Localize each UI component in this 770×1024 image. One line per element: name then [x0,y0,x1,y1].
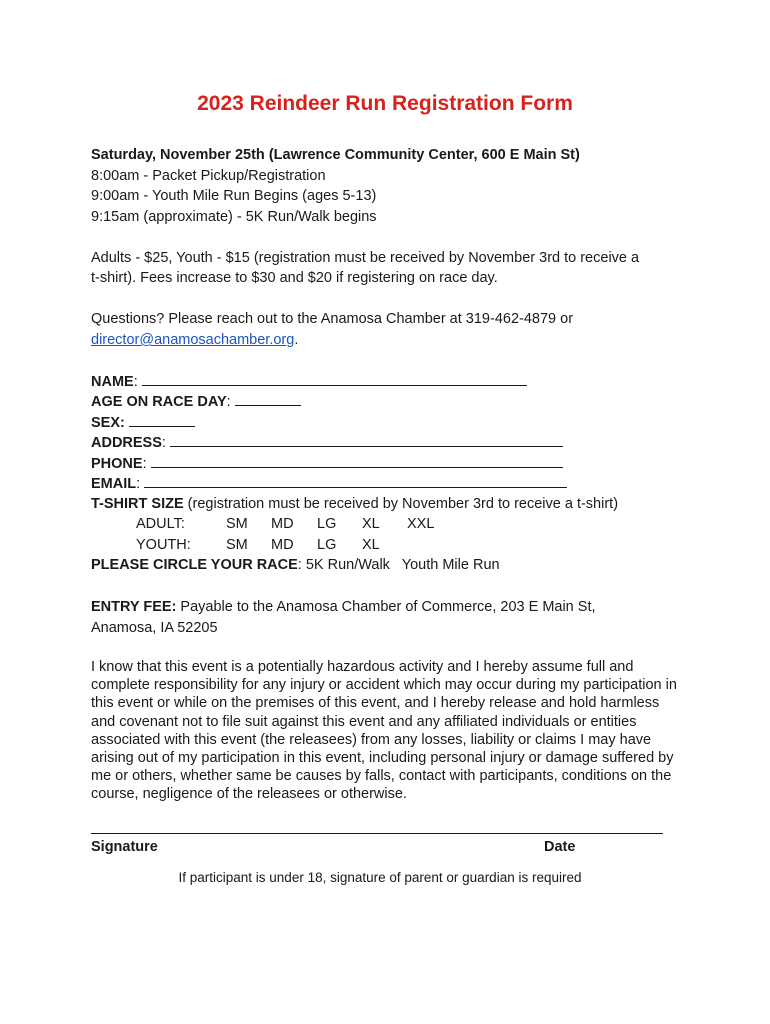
race-option-youth-mile[interactable]: Youth Mile Run [401,557,500,573]
entry-fee-label: ENTRY FEE: [91,599,177,615]
race-label: PLEASE CIRCLE YOUR RACE [91,557,298,573]
adult-size-xl[interactable]: XL [362,516,380,532]
entry-fee-line-1 [91,597,596,617]
age-label: AGE ON RACE DAY [91,394,227,410]
questions-period: . [294,332,299,348]
adult-size-md[interactable]: MD [271,516,294,532]
adult-label: ADULT: [136,516,185,532]
address-colon: : [161,435,166,451]
youth-label: YOUTH: [136,537,191,553]
name-colon: : [133,374,138,390]
name-blank[interactable] [142,371,527,386]
schedule-item-youth-mile: 9:00am - Youth Mile Run Begins (ages 5-13) [91,188,377,204]
schedule-item-5k: 9:15am (approximate) - 5K Run/Walk begins [91,209,377,225]
youth-size-xl[interactable]: XL [362,537,380,553]
age-blank[interactable] [235,391,301,406]
schedule-item-packet-pickup: 8:00am - Packet Pickup/Registration [91,168,326,184]
adult-size-sm[interactable]: SM [226,516,248,532]
guardian-signature-note: If participant is under 18, signature of parent or guardian is required [178,870,582,885]
address-blank[interactable] [170,432,563,447]
liability-waiver: I know that this event is a potentially hazardous activity and I hereby assume full and complete responsibility for any injury or accident which may occur during my participation in this event or while on the premises of this event, and I hereby release and hold harmless and covenant not to file suit against this event and any affiliated individuals or entities associated with this event (the releasees) from any losses, liability or claims I may have arising out of my participation in this event, including personal injury or damage suffered by me or others, whether same be causes by falls, contact with participants, conditions on the course, negligence of the releasees or otherwise. [91,659,677,803]
phone-blank[interactable] [151,453,563,468]
fees-line-1: Adults - $25, Youth - $15 (registration must be received by November 3rd to receive a [91,250,640,266]
sex-label: SEX: [91,415,125,431]
age-colon: : [226,394,231,410]
name-label: NAME [91,374,134,390]
entry-fee-payable: Payable to the Anamosa Chamber of Commerce, 203 E Main St, [176,599,596,615]
sex-field-row [91,412,195,433]
questions-text: Questions? Please reach out to the Anamosa Chamber at 319-462-4879 or [91,311,574,327]
tshirt-note: (registration must be received by November 3rd to receive a t-shirt) [183,496,619,512]
race-choice-row [91,555,500,575]
fees-line-2: t-shirt). Fees increase to $30 and $20 if registering on race day. [91,270,498,286]
email-field-row [91,473,567,494]
youth-size-md[interactable]: MD [271,537,294,553]
tshirt-size-row [91,494,618,514]
adult-size-xxl[interactable]: XXL [407,516,435,532]
adult-size-lg[interactable]: LG [317,516,337,532]
phone-colon: : [142,456,147,472]
form-title: 2023 Reindeer Run Registration Form [197,92,573,115]
race-colon: : [297,557,302,573]
email-blank[interactable] [144,473,567,488]
tshirt-label: T-SHIRT SIZE [91,496,184,512]
event-date-line: Saturday, November 25th (Lawrence Community Center, 600 E Main St) [91,147,580,163]
signature-label: Signature [91,839,158,855]
entry-fee-line-2: Anamosa, IA 52205 [91,620,218,636]
age-field-row [91,391,301,412]
name-field-row [91,371,527,392]
sex-blank[interactable] [129,412,195,427]
signature-line[interactable] [91,833,663,834]
phone-field-row [91,453,563,474]
questions-email-line [91,330,298,350]
youth-size-lg[interactable]: LG [317,537,337,553]
address-label: ADDRESS [91,435,162,451]
email-colon: : [136,476,141,492]
date-label: Date [544,839,576,855]
chamber-email-link[interactable]: director@anamosachamber.org [91,332,295,348]
phone-label: PHONE [91,456,143,472]
race-option-5k[interactable]: 5K Run/Walk [305,557,390,573]
address-field-row [91,432,563,453]
youth-size-sm[interactable]: SM [226,537,248,553]
email-label: EMAIL [91,476,137,492]
